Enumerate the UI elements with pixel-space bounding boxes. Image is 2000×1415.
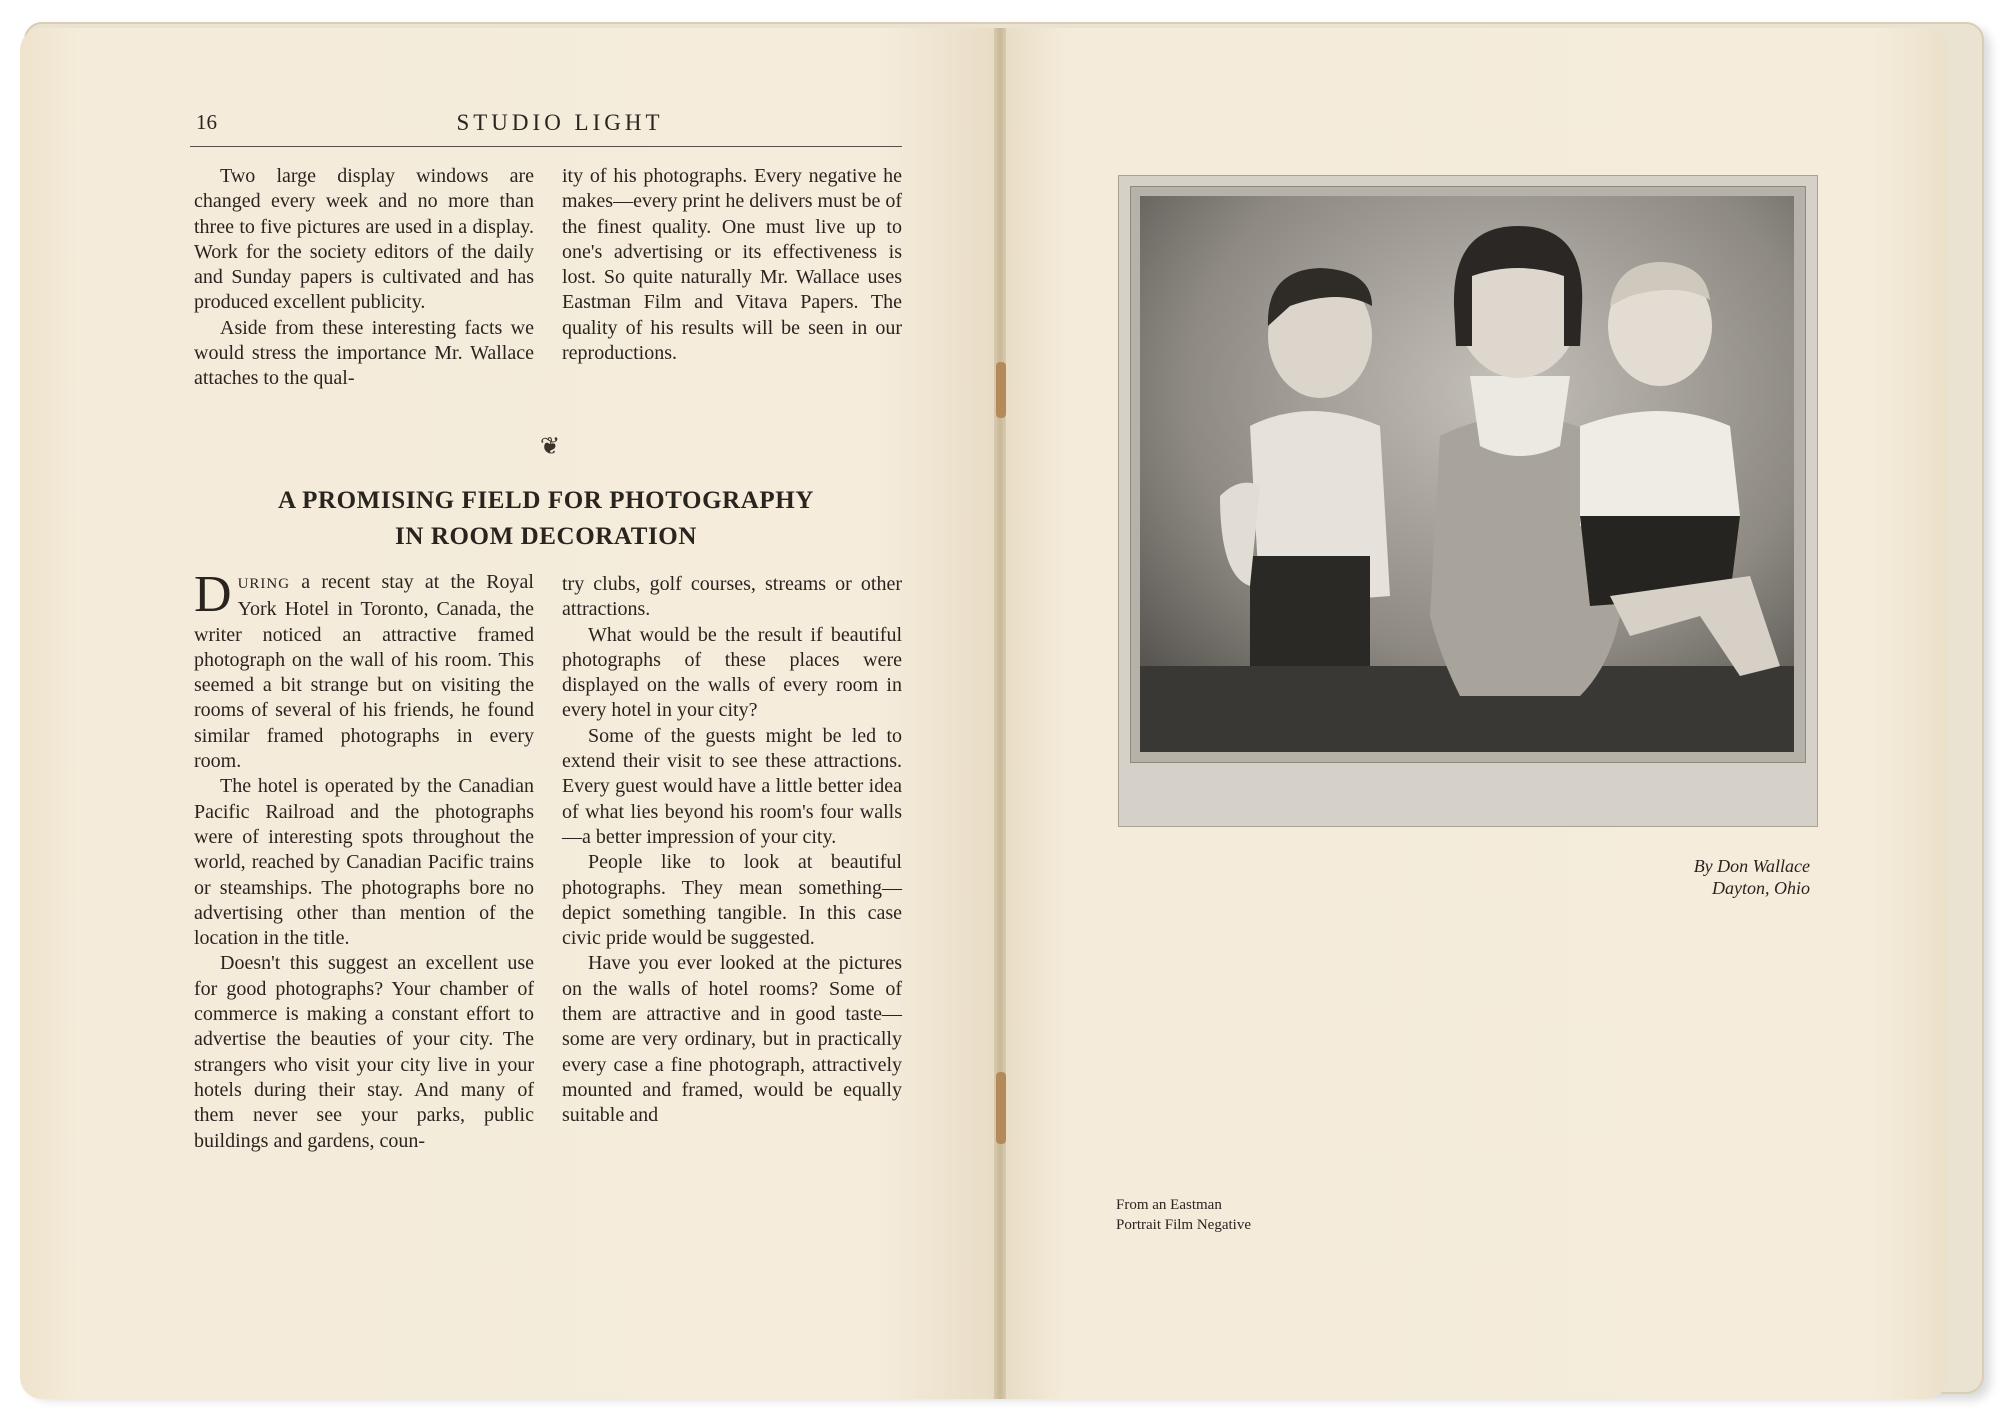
ornament-icon: ❦ <box>540 434 561 460</box>
article-paragraph: Some of the guests might be led to extend their visit to see these attractions. Every guest would have a little better idea of what lies beyond his room's four walls—a better impression of your city. <box>562 724 902 848</box>
rust-stain-top <box>996 362 1006 418</box>
photo-caption-location: Dayton, Ohio <box>1712 878 1810 898</box>
intro-column-left <box>194 164 534 392</box>
headline-line-1: A PROMISING FIELD FOR PHOTOGRAPHY <box>277 487 815 514</box>
page-number: 16 <box>196 110 217 134</box>
article-paragraph: People like to look at beautiful photographs. They mean something—depict something tangible. In this case civic pride would be suggested. <box>562 851 902 950</box>
rust-stain-bottom <box>996 1072 1006 1144</box>
header-rule <box>190 146 902 147</box>
small-caps-word: URING <box>237 576 291 592</box>
headline-line-2: IN ROOM DECORATION <box>394 523 697 550</box>
film-credit <box>1116 1195 1251 1235</box>
drop-cap: D <box>194 566 232 623</box>
article-paragraph: Have you ever looked at the pictures on the walls of hotel rooms? Some of them are attractive and in good taste—some are very ordinary, but in practically every case a fine photograph, attractively mounted and framed, would be equally suitable and <box>562 952 902 1127</box>
portrait-illustration <box>1140 196 1794 752</box>
portrait-photograph <box>1140 196 1794 752</box>
opening-text: a recent stay at the Royal York Hotel in Toronto, Canada, the writer noticed an attractive framed photograph on the wall of his room. This seemed a bit strange but on visiting the rooms of several of his friends, he found similar framed photographs in every room. <box>194 571 534 773</box>
article-column-left <box>194 566 534 1154</box>
article-paragraph: Doesn't this suggest an excellent use for good photographs? Your chamber of commerce is making a constant effort to advertise the beauties of your city. The strangers who visit your city live in your hotels during their stay. And many of them never see your parks, public buildings and gardens, coun- <box>194 952 534 1152</box>
intro-left-paragraph: Aside from these interesting facts we would stress the importance Mr. Wallace attaches to the qual- <box>194 316 534 390</box>
intro-column-right <box>562 164 902 366</box>
intro-left-paragraph: Two large display windows are changed every week and no more than three to five pictures are used in a display. Work for the society editors of the daily and Sunday papers is cultivated and has produced excellent publicity. <box>194 165 534 314</box>
article-paragraph: What would be the result if beautiful photographs of these places were displayed on the walls of every room in every hotel in your city? <box>562 623 902 722</box>
article-paragraph: The hotel is operated by the Canadian Pacific Railroad and the photographs were of interesting spots throughout the world, reached by Canadian Pacific trains or steamships. The photographs bore no advertising other than mention of the location in the title. <box>194 775 534 950</box>
article-continuation: try clubs, golf courses, streams or other attractions. <box>562 573 902 621</box>
photo-caption-name: By Don Wallace <box>1693 856 1810 876</box>
article-opening-paragraph <box>194 566 534 774</box>
binding-gutter <box>994 28 1006 1399</box>
intro-right-paragraph: ity of his photographs. Every negative he makes—every print he delivers must be of the finest quality. One must live up to one's advertising or its effectiveness is lost. So quite naturally Mr. Wallace uses Eastman Film and Vitava Papers. The quality of his results will be seen in our reproductions. <box>562 165 902 365</box>
film-credit-line-1: From an Eastman <box>1116 1197 1222 1213</box>
film-credit-line-2: Portrait Film Negative <box>1116 1217 1251 1233</box>
article-headline <box>190 483 902 555</box>
journal-title: STUDIO LIGHT <box>456 110 664 135</box>
article-column-right <box>562 572 902 1129</box>
